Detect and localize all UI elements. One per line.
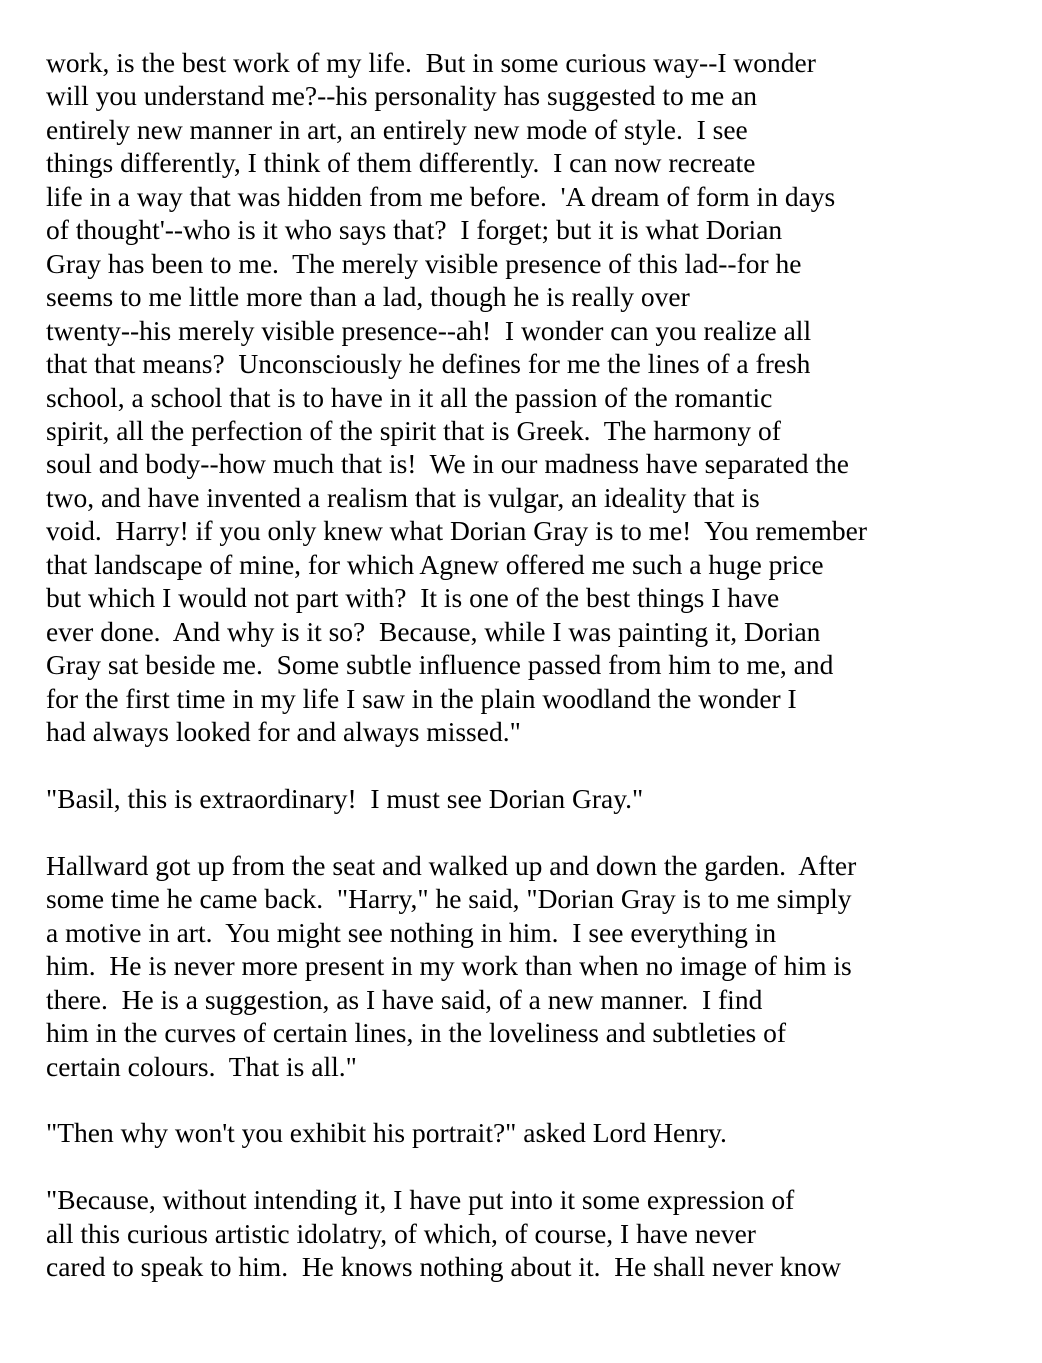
text-line: some time he came back. "Harry," he said, "Dorian Gray is to me simply: [46, 883, 852, 915]
paragraph-basil-reply: [46, 782, 1006, 815]
text-line: life in a way that was hidden from me before. 'A dream of form in days: [46, 180, 836, 212]
text-line: twenty--his merely visible presence--ah! I wonder can you realize all: [46, 314, 812, 346]
text-line: "Basil, this is extraordinary! I must see Dorian Gray.": [46, 782, 644, 814]
text-line: two, and have invented a realism that is vulgar, an ideality that is: [46, 481, 760, 513]
text-line: of thought'--who is it who says that? I forget; but it is what Dorian: [46, 214, 783, 246]
text-line: things differently, I think of them differently. I can now recreate: [46, 147, 756, 179]
text-line: him in the curves of certain lines, in the loveliness and subtleties of: [46, 1017, 787, 1049]
text-line: work, is the best work of my life. But in some curious way--I wonder: [46, 47, 816, 78]
paragraph-spacer: [46, 815, 1006, 848]
text-line: Gray has been to me. The merely visible presence of this lad--for he: [46, 247, 802, 279]
text-line: had always looked for and always missed.": [46, 716, 521, 748]
text-line: Hallward got up from the seat and walked up and down the garden. After: [46, 849, 857, 881]
text-line: spirit, all the perfection of the spirit that is Greek. The harmony of: [46, 414, 781, 446]
text-line: certain colours. That is all.": [46, 1050, 357, 1082]
text-line: all this curious artistic idolatry, of which, of course, I have never: [46, 1217, 756, 1249]
text-line: "Then why won't you exhibit his portrait?" asked Lord Henry.: [46, 1117, 727, 1149]
text-line: for the first time in my life I saw in the plain woodland the wonder I: [46, 682, 797, 714]
text-line: Gray sat beside me. Some subtle influence passed from him to me, and: [46, 649, 834, 681]
text-line: but which I would not part with? It is one of the best things I have: [46, 582, 780, 614]
paragraph-hallward-garden: [46, 849, 1006, 1083]
text-line: "Because, without intending it, I have put into it some expression of: [46, 1184, 795, 1216]
text-line: school, a school that is to have in it all the passion of the romantic: [46, 381, 773, 413]
text-line: there. He is a suggestion, as I have said, of a new manner. I find: [46, 983, 763, 1015]
paragraph-spacer: [46, 1150, 1006, 1183]
paragraph-spacer: [46, 1083, 1006, 1116]
paragraph-because: [46, 1183, 1006, 1283]
text-line: soul and body--how much that is! We in our madness have separated the: [46, 448, 849, 480]
paragraph-lord-henry-question: [46, 1116, 1006, 1149]
text-line: entirely new manner in art, an entirely new mode of style. I see: [46, 113, 748, 145]
text-line: seems to me little more than a lad, though he is really over: [46, 281, 690, 313]
text-line: him. He is never more present in my work than when no image of him is: [46, 950, 852, 982]
paragraph-spacer: [46, 749, 1006, 782]
text-line: that that means? Unconsciously he defines for me the lines of a fresh: [46, 348, 811, 380]
paragraph-hallward-speech: [46, 46, 1006, 749]
document-page: [46, 46, 1006, 1284]
text-line: void. Harry! if you only knew what Dorian Gray is to me! You remember: [46, 515, 868, 547]
text-line: will you understand me?--his personality has suggested to me an: [46, 80, 758, 112]
text-line: a motive in art. You might see nothing in him. I see everything in: [46, 916, 777, 948]
text-line: cared to speak to him. He knows nothing about it. He shall never know: [46, 1251, 842, 1283]
text-line: ever done. And why is it so? Because, while I was painting it, Dorian: [46, 615, 821, 647]
text-line: that landscape of mine, for which Agnew offered me such a huge price: [46, 548, 824, 580]
